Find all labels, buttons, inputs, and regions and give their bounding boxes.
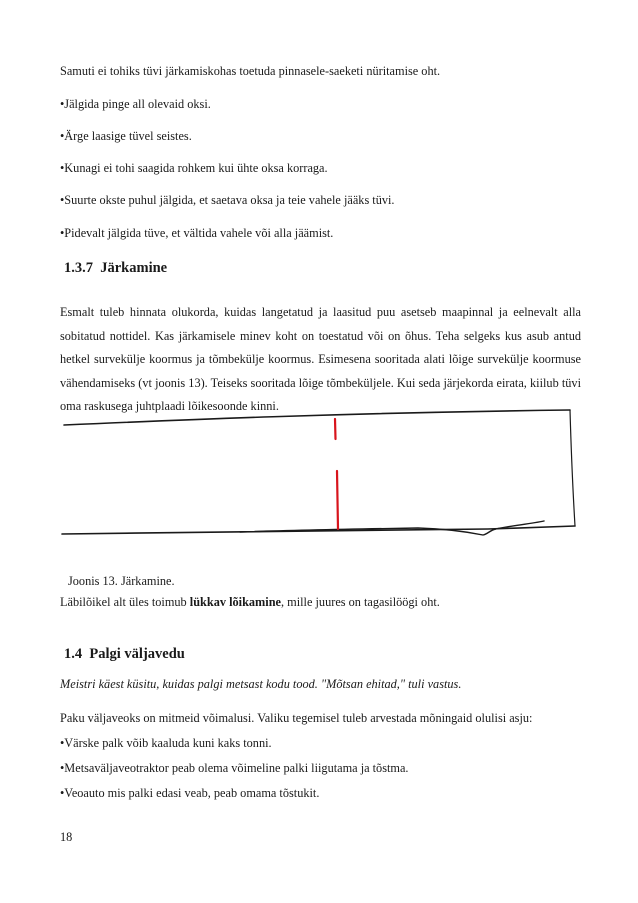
- upper-cut-mark: [335, 419, 336, 439]
- log-top-edge: [64, 410, 570, 425]
- section-number: 1.4: [64, 646, 83, 662]
- section-paragraph: Paku väljaveoks on mitmeid võimalusi. Valiku tegemisel tuleb arvestada mõningaid olulisi asju:: [60, 711, 533, 725]
- bullet-item: •Pidevalt jälgida tüve, et vältida vahele või alla jäämist.: [60, 226, 334, 240]
- bullet-item: •Ärge laasige tüvel seistes.: [60, 129, 192, 143]
- bullet-item: •Värske palk võib kaaluda kuni kaks tonni.: [60, 736, 272, 750]
- section-heading: [64, 259, 167, 277]
- section-title: Järkamine: [100, 260, 168, 276]
- cut-description: Läbilõikel alt üles toimub lükkav lõikamine, mille juures on tagasilöögi oht.: [60, 595, 440, 609]
- section-paragraph: Esmalt tuleb hinnata olukorda, kuidas langetatud ja laasitud puu asetseb maapinnal ja eelnevalt alla sobitatud nottidel. Kas järkamisele minev koht on toestatud või on õhus. Teha selgeks kus asub antud hetkel survekülje koormus ja tõmbekülje koormus. Esimesena sooritada alati lõige survekülje koormuse vähendamiseks (vt joonis 13). Teiseks sooritada lõige tõmbeküljele. Kui seda järjekorda eirata, kiilub tüvi oma raskusega juhtplaadi lõikesoonde kinni.: [60, 305, 581, 413]
- lower-cut-mark: [337, 471, 338, 529]
- log-right-end: [570, 410, 575, 526]
- section-title: Palgi väljavedu: [89, 646, 185, 662]
- bullet-item: •Jälgida pinge all olevaid oksi.: [60, 97, 211, 111]
- bullet-item: •Metsaväljaveotraktor peab olema võimeline palki liigutama ja tõstma.: [60, 761, 409, 775]
- section-number: 1.3.7: [64, 260, 93, 276]
- log-cutting-figure: [58, 383, 580, 573]
- bullet-item: •Kunagi ei tohi saagida rohkem kui ühte oksa korraga.: [60, 161, 328, 175]
- bold-term: lükkav lõikamine: [189, 595, 282, 609]
- page-number: 18: [60, 830, 73, 844]
- ground-contour: [240, 521, 544, 535]
- bullet-item: •Suurte okste puhul jälgida, et saetava oksa ja teie vahele jääks tüvi.: [60, 193, 395, 207]
- intro-text: Samuti ei tohiks tüvi järkamiskohas toetuda pinnasele-saeketi nüritamise oht.: [60, 64, 441, 78]
- section-heading: [64, 645, 185, 663]
- quote-text: Meistri käest küsitu, kuidas palgi metsast kodu tood. "Mõtsan ehitad," tuli vastus.: [60, 677, 462, 691]
- figure-caption: Joonis 13. Järkamine.: [68, 574, 175, 588]
- bullet-item: •Veoauto mis palki edasi veab, peab omama tõstukit.: [60, 786, 320, 800]
